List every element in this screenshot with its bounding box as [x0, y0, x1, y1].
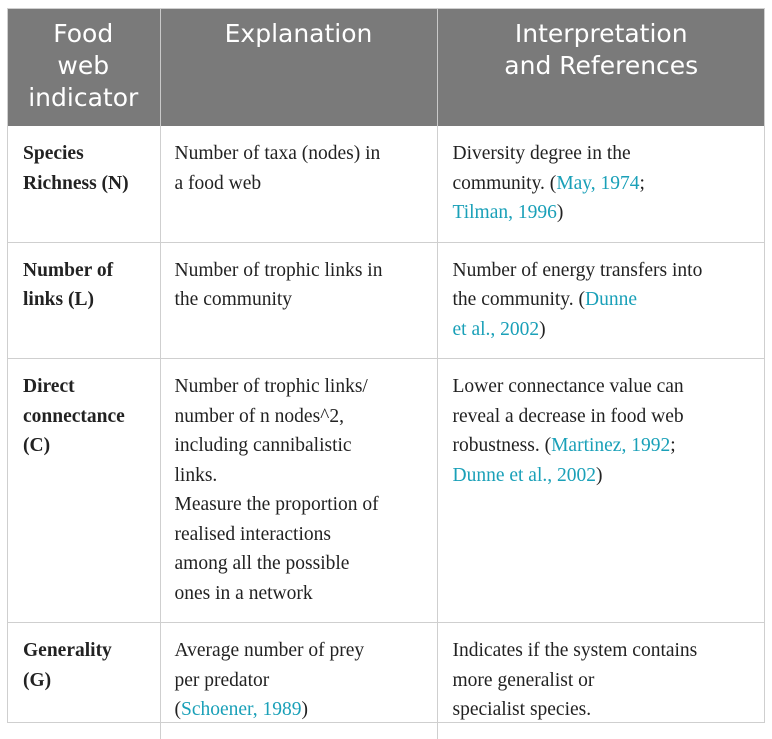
cell-text: ) — [539, 318, 546, 340]
cell-text: Number of energy transfers into — [452, 259, 703, 281]
interpretation-line — [453, 256, 754, 286]
reference-link[interactable]: Martinez, 1992 — [551, 435, 671, 456]
cell-text: ; — [670, 435, 676, 456]
header-text: indicator — [28, 83, 139, 112]
cell-text: Number of trophic links/ — [174, 376, 368, 397]
indicator-label: connectance — [23, 405, 125, 427]
explanation-line — [175, 256, 425, 286]
interpretation-line — [453, 636, 754, 666]
explanation-line — [175, 372, 425, 402]
interpretation-line — [453, 169, 754, 199]
explanation-cell — [160, 359, 437, 623]
indicator-cell — [7, 623, 160, 739]
indicator-label: links (L) — [23, 289, 94, 310]
explanation-line — [175, 139, 425, 169]
cell-text: per predator — [174, 669, 270, 691]
cell-text: reveal a decrease in food web — [452, 405, 684, 427]
explanation-line — [175, 549, 425, 579]
table-row — [7, 359, 765, 623]
reference-link[interactable]: et al., 2002 — [452, 318, 540, 340]
cell-text: links. — [174, 464, 218, 486]
cell-text: Number of taxa (nodes) in — [174, 143, 381, 164]
indicator-label: Species — [23, 143, 84, 164]
table-row — [7, 126, 765, 242]
interpretation-line — [453, 372, 754, 402]
explanation-line — [175, 431, 425, 461]
explanation-line — [175, 169, 425, 199]
explanation-cell — [160, 242, 437, 359]
cell-text: ones in a network — [174, 582, 313, 604]
table-row — [7, 242, 765, 359]
table-body — [7, 126, 765, 739]
cell-text: the community. ( — [452, 289, 586, 310]
reference-link[interactable]: Tilman, 1996 — [452, 202, 557, 223]
table-row — [7, 623, 765, 739]
indicator-label: Generality — [23, 640, 112, 661]
interpretation-line — [453, 695, 754, 725]
cell-text: ) — [596, 464, 603, 486]
interpretation-cell — [437, 242, 765, 359]
explanation-line — [175, 695, 425, 725]
reference-link[interactable]: Schoener, 1989 — [181, 699, 302, 720]
indicator-label: Richness (N) — [23, 172, 129, 194]
header-text: and References — [504, 51, 699, 80]
header-text: Explanation — [224, 19, 373, 48]
cell-text: more generalist or — [452, 669, 595, 691]
explanation-line — [175, 579, 425, 609]
cell-text: robustness. ( — [452, 435, 552, 456]
cell-text: community. ( — [452, 172, 557, 194]
interpretation-line — [453, 315, 754, 345]
cell-text: ) — [301, 699, 309, 720]
cell-text: Lower connectance value can — [452, 376, 684, 397]
cell-text: among all the possible — [174, 553, 350, 574]
food-web-indicator-table — [7, 8, 765, 739]
cell-text: Indicates if the system contains — [452, 640, 698, 661]
cell-text: including cannibalistic — [174, 435, 352, 456]
explanation-line — [175, 520, 425, 550]
explanation-line — [175, 666, 425, 696]
indicator-label: (C) — [23, 435, 51, 456]
indicator-label: Number of — [23, 259, 114, 281]
cell-text: Diversity degree in the — [452, 143, 631, 164]
interpretation-cell — [437, 359, 765, 623]
interpretation-line — [453, 139, 754, 169]
explanation-line — [175, 285, 425, 315]
explanation-line — [175, 402, 425, 432]
indicator-label: Direct — [23, 376, 75, 397]
cell-text: Number of trophic links in — [174, 259, 383, 281]
cell-text: number of n nodes^2, — [174, 405, 344, 427]
interpretation-line — [453, 431, 754, 461]
header-text: Food — [53, 19, 114, 48]
cell-text: ) — [556, 202, 564, 223]
cell-text: ; — [639, 172, 645, 194]
header-interpretation — [437, 8, 765, 126]
cell-text: ( — [174, 699, 181, 720]
reference-link[interactable]: Dunne et al., 2002 — [452, 464, 597, 486]
interpretation-line — [453, 198, 754, 228]
interpretation-line — [453, 461, 754, 491]
interpretation-line — [453, 402, 754, 432]
cell-text: Measure the proportion of — [174, 494, 379, 515]
explanation-line — [175, 461, 425, 491]
explanation-line — [175, 636, 425, 666]
interpretation-line — [453, 285, 754, 315]
interpretation-line — [453, 666, 754, 696]
cell-text: the community — [174, 289, 293, 310]
header-row — [7, 8, 765, 126]
cell-text: realised interactions — [174, 523, 331, 545]
indicator-cell — [7, 126, 160, 242]
cell-text: Average number of prey — [174, 640, 365, 661]
header-text: web — [57, 51, 110, 80]
cell-text: a food web — [174, 172, 262, 194]
explanation-line — [175, 490, 425, 520]
interpretation-cell — [437, 623, 765, 739]
indicator-cell — [7, 242, 160, 359]
reference-link[interactable]: May, 1974 — [556, 172, 640, 194]
explanation-cell — [160, 623, 437, 739]
interpretation-cell — [437, 126, 765, 242]
explanation-cell — [160, 126, 437, 242]
header-explanation — [160, 8, 437, 126]
indicator-cell — [7, 359, 160, 623]
indicator-label: (G) — [23, 669, 52, 691]
header-indicator — [7, 8, 160, 126]
reference-link[interactable]: Dunne — [585, 289, 638, 310]
header-text: Interpretation — [514, 19, 688, 48]
cell-text: specialist species. — [452, 699, 592, 720]
